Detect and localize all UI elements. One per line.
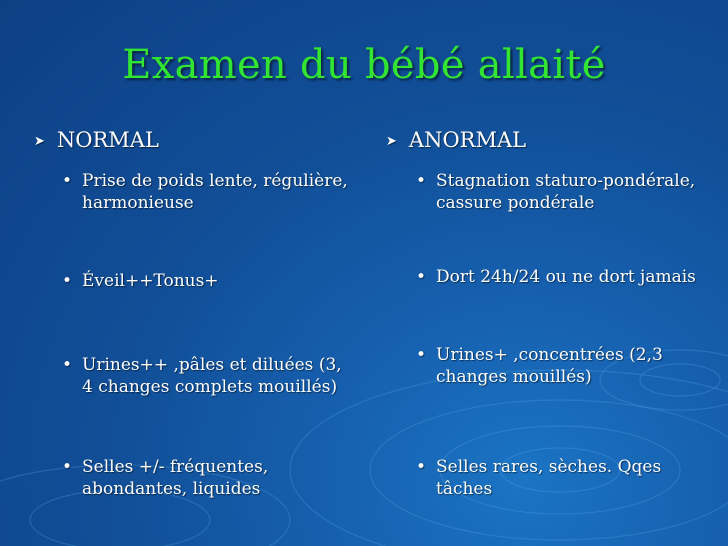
list-item: • Selles +/- fréquentes, abondantes, liquides — [62, 457, 269, 499]
dot-bullet-icon: • — [416, 457, 427, 477]
list-item: • Urines++ ,pâles et diluées (3, 4 changes complets mouillés) — [62, 355, 342, 397]
anormal-heading-label: ANORMAL — [408, 128, 527, 152]
dot-bullet-icon: • — [416, 267, 427, 287]
list-item: • Stagnation staturo-pondérale, cassure pondérale — [416, 171, 696, 213]
list-item: • Selles rares, sèches. Qqes tâches — [416, 457, 662, 499]
dot-bullet-icon: • — [416, 171, 427, 191]
normal-heading-label: NORMAL — [56, 128, 159, 152]
anormal-heading — [386, 128, 526, 152]
list-item: • Urines+ ,concentrées (2,3 changes mouillés) — [416, 345, 663, 387]
dot-bullet-icon: • — [62, 271, 73, 291]
dot-bullet-icon: • — [62, 171, 73, 191]
dot-bullet-icon: • — [62, 457, 73, 477]
dot-bullet-icon: • — [416, 345, 427, 365]
list-item: • Prise de poids lente, régulière, harmonieuse — [62, 171, 348, 213]
arrowhead-bullet-icon: ➤ — [386, 134, 397, 149]
normal-heading — [34, 128, 159, 152]
list-item: • Éveil++Tonus+ — [62, 271, 219, 291]
arrowhead-bullet-icon: ➤ — [34, 134, 45, 149]
slide-title: Examen du bébé allaité — [122, 42, 606, 88]
dot-bullet-icon: • — [62, 355, 73, 375]
list-item: • Dort 24h/24 ou ne dort jamais — [416, 267, 696, 287]
